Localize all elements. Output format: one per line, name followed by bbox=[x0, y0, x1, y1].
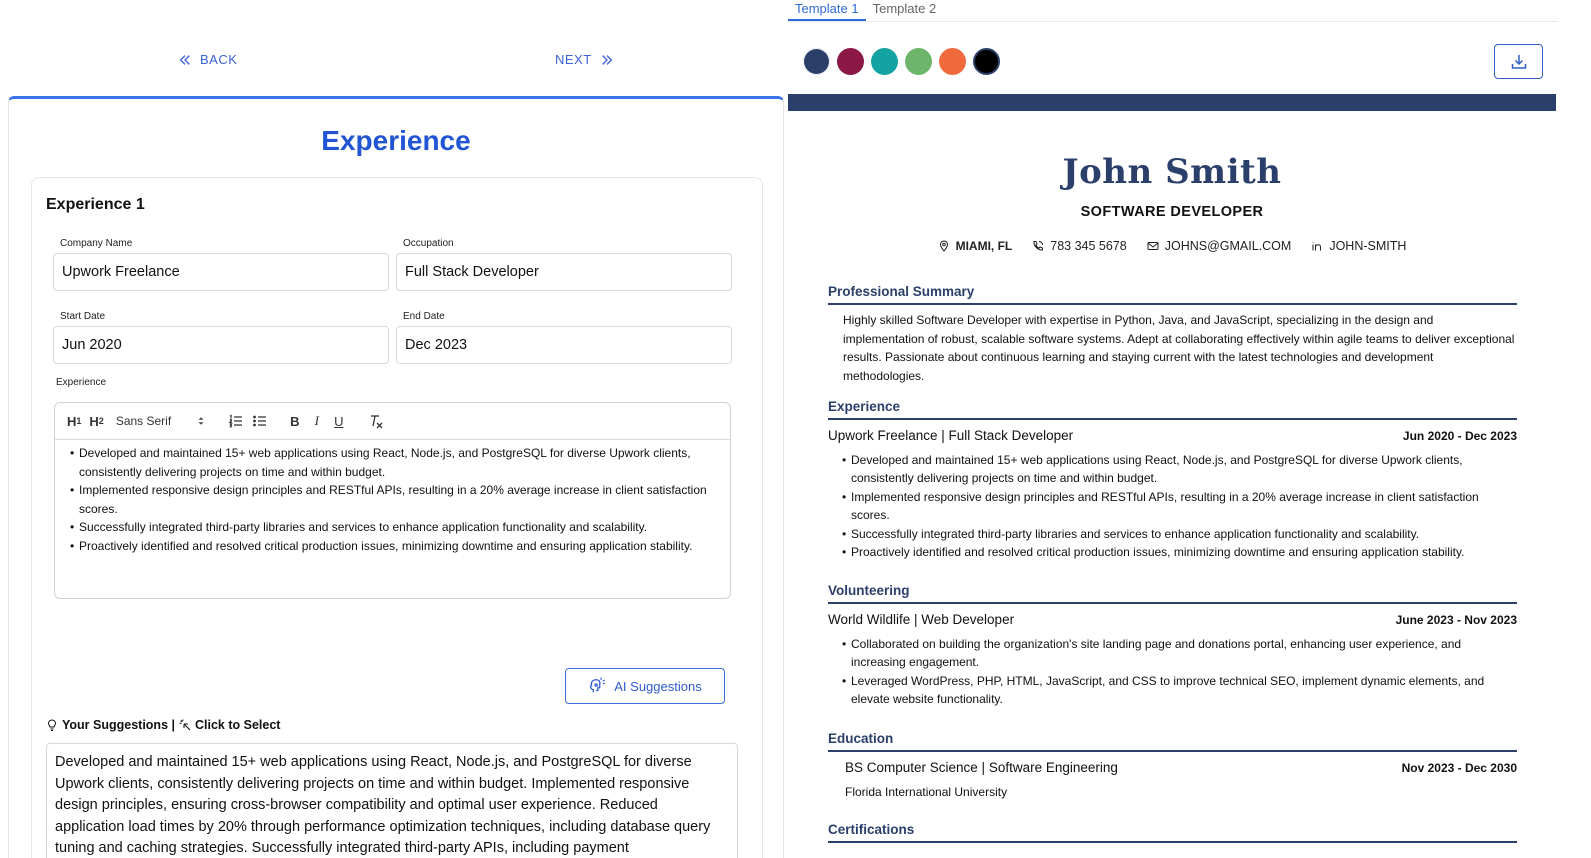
heading-1-button[interactable]: H 1 bbox=[67, 413, 82, 429]
back-label: BACK bbox=[200, 52, 238, 67]
resume-bullet: • Successfully integrated third-party libraries and services to enhance application functionality and scalability. bbox=[842, 525, 1517, 543]
resume-bullet: • Developed and maintained 15+ web applications using React, Node.js, and PostgreSQL for diverse Upwork clients, consistently delivering projects on time and within budget. bbox=[842, 451, 1517, 488]
color-swatch-maroon[interactable] bbox=[837, 48, 864, 75]
resume-education-section bbox=[828, 731, 1517, 799]
suggestions-heading bbox=[46, 718, 280, 732]
color-swatches bbox=[803, 48, 1000, 75]
next-button[interactable] bbox=[555, 52, 614, 67]
volunteering-entry-header bbox=[828, 612, 1517, 627]
company-name-input[interactable]: Upwork Freelance bbox=[53, 253, 389, 291]
resume-bullet: • Implemented responsive design principles and RESTful APIs, resulting in a 20% average increase in client satisfaction scores. bbox=[842, 488, 1517, 525]
bullet-list-button[interactable] bbox=[252, 410, 268, 432]
ordered-list-button[interactable] bbox=[228, 410, 244, 432]
download-icon bbox=[1510, 53, 1528, 71]
experience-bullet: • Developed and maintained 15+ web applications using React, Node.js, and PostgreSQL for diverse Upwork clients, consistently delivering projects on time and within budget. bbox=[71, 444, 718, 481]
tab-template-1[interactable]: Template 1 bbox=[788, 0, 866, 21]
end-date-label: End Date bbox=[403, 311, 445, 322]
heading-2-button[interactable]: H 2 bbox=[89, 413, 104, 429]
education-school: Florida International University bbox=[845, 785, 1008, 799]
education-entry-header bbox=[828, 760, 1517, 775]
experience-bullet-list bbox=[71, 444, 718, 556]
suggestions-heading-text: Your Suggestions | bbox=[62, 718, 175, 732]
mail-icon bbox=[1147, 240, 1159, 252]
resume-contact-row bbox=[788, 239, 1556, 253]
resume-summary-section bbox=[828, 284, 1517, 386]
start-date-input[interactable]: Jun 2020 bbox=[53, 326, 389, 364]
experience-bullet: • Successfully integrated third-party libraries and services to enhance application functionality and scalability. bbox=[71, 518, 718, 537]
color-swatch-navy[interactable] bbox=[803, 48, 830, 75]
resume-bullet: • Collaborated on building the organization's site landing page and donations portal, enhancing user experience, and increasing engagement. bbox=[842, 635, 1517, 672]
resume-header-bar bbox=[788, 94, 1556, 111]
italic-button[interactable]: I bbox=[314, 413, 319, 428]
sparkle-click-icon bbox=[179, 719, 191, 731]
education-dates: Nov 2023 - Dec 2030 bbox=[1401, 761, 1517, 775]
start-date-label: Start Date bbox=[60, 311, 106, 322]
resume-certifications-section bbox=[828, 822, 1517, 843]
resume-job-title: SOFTWARE DEVELOPER bbox=[1080, 204, 1264, 220]
font-family-select[interactable] bbox=[116, 410, 210, 432]
color-swatch-black[interactable] bbox=[973, 48, 1000, 75]
occupation-input[interactable]: Full Stack Developer bbox=[396, 253, 732, 291]
chevrons-left-icon bbox=[178, 53, 192, 67]
resume-experience-section bbox=[828, 399, 1517, 561]
experience-dates: Jun 2020 - Dec 2023 bbox=[1402, 429, 1517, 443]
experience-entry-heading: Experience 1 bbox=[46, 196, 145, 213]
experience-entry bbox=[31, 177, 763, 858]
volunteering-dates: June 2023 - Nov 2023 bbox=[1395, 613, 1517, 627]
underline-button[interactable]: U bbox=[334, 413, 344, 429]
experience-rich-text-editor[interactable] bbox=[54, 402, 731, 599]
click-to-select-text: Click to Select bbox=[195, 718, 281, 732]
certifications-heading: Certifications bbox=[828, 822, 1517, 843]
chevrons-right-icon bbox=[600, 53, 614, 67]
resume-phone: 783 345 5678 bbox=[1032, 239, 1126, 253]
summary-text: Highly skilled Software Developer with expertise in Python, Java, and JavaScript, specializing in the design and implementation of robust, scalable software systems. Adept at collaborating effectively within agile teams to deliver exceptional results. Passionate about continuous learning and staying current with the latest technologies and development methodologies. bbox=[843, 313, 1515, 384]
experience-form-card bbox=[8, 96, 784, 858]
volunteering-heading: Volunteering bbox=[828, 583, 1517, 604]
experience-org: Upwork Freelance | Full Stack Developer bbox=[828, 428, 1074, 443]
select-arrows-icon bbox=[196, 415, 206, 427]
lightbulb-icon bbox=[46, 719, 58, 731]
education-degree: BS Computer Science | Software Engineering bbox=[845, 760, 1118, 775]
experience-editor-label: Experience bbox=[56, 377, 107, 388]
resume-preview bbox=[788, 94, 1556, 858]
experience-bullet: • Proactively identified and resolved critical production issues, minimizing downtime and ensuring application stability. bbox=[71, 537, 718, 556]
ai-suggestions-label: AI Suggestions bbox=[614, 678, 702, 694]
next-label: NEXT bbox=[555, 52, 592, 67]
template-tabs bbox=[788, 0, 1558, 22]
resume-linkedin: JOHN-SMITH bbox=[1311, 239, 1406, 253]
ordered-list-icon bbox=[228, 413, 244, 429]
step-navigation bbox=[0, 52, 790, 74]
color-swatch-orange[interactable] bbox=[939, 48, 966, 75]
education-heading: Education bbox=[828, 731, 1517, 752]
company-name-label: Company Name bbox=[60, 238, 133, 249]
experience-bullets bbox=[828, 451, 1517, 561]
resume-volunteering-section bbox=[828, 583, 1517, 709]
back-button[interactable] bbox=[178, 52, 237, 67]
resume-bullet: • Leveraged WordPress, PHP, HTML, JavaScript, and CSS to improve technical SEO, implement dynamic elements, and elevate website functionality. bbox=[842, 672, 1517, 709]
brain-sparkle-icon bbox=[588, 677, 606, 695]
volunteering-bullets bbox=[828, 635, 1517, 709]
download-button[interactable] bbox=[1494, 44, 1543, 79]
ai-suggestions-button[interactable] bbox=[565, 668, 725, 704]
color-swatch-green[interactable] bbox=[905, 48, 932, 75]
experience-bullet: • Implemented responsive design principles and RESTful APIs, resulting in a 20% average increase in client satisfaction scores. bbox=[71, 481, 718, 518]
color-swatch-teal[interactable] bbox=[871, 48, 898, 75]
occupation-label: Occupation bbox=[403, 238, 454, 249]
resume-email: JOHNS@GMAIL.COM bbox=[1147, 239, 1292, 253]
ai-suggestion-option[interactable]: Developed and maintained 15+ web applications using React, Node.js, and PostgreSQL for diverse Upwork clients, consistently delivering projects on time and within budget. Implemented responsive design principles, ensuring cross-browser compatibility and optimal user experience. Reduced application load times by 20% through performance optimization techniques, including database query tuning and caching strategies. Successfully integrated third-party APIs, including payment bbox=[46, 743, 738, 858]
experience-entry-header bbox=[828, 428, 1517, 443]
font-family-value: Sans Serif bbox=[115, 414, 172, 428]
bullet-list-icon bbox=[252, 413, 268, 429]
clear-format-icon bbox=[368, 413, 384, 429]
location-pin-icon bbox=[938, 240, 950, 252]
end-date-input[interactable]: Dec 2023 bbox=[396, 326, 732, 364]
experience-heading: Experience bbox=[828, 399, 1517, 420]
bold-button[interactable]: B bbox=[290, 413, 300, 429]
form-title: Experience bbox=[321, 125, 471, 156]
volunteering-org: World Wildlife | Web Developer bbox=[828, 612, 1015, 627]
resume-bullet: • Proactively identified and resolved critical production issues, minimizing downtime and ensuring application stability. bbox=[842, 543, 1517, 561]
clear-format-button[interactable] bbox=[368, 410, 384, 432]
resume-location: MIAMI, FL bbox=[938, 239, 1013, 253]
resume-name: John Smith bbox=[1062, 152, 1282, 192]
phone-icon bbox=[1032, 240, 1044, 252]
tab-template-2[interactable]: Template 2 bbox=[872, 1, 937, 16]
summary-heading: Professional Summary bbox=[828, 284, 1517, 305]
editor-toolbar bbox=[55, 403, 730, 440]
linkedin-icon bbox=[1311, 240, 1323, 252]
editor-content[interactable] bbox=[55, 440, 730, 556]
